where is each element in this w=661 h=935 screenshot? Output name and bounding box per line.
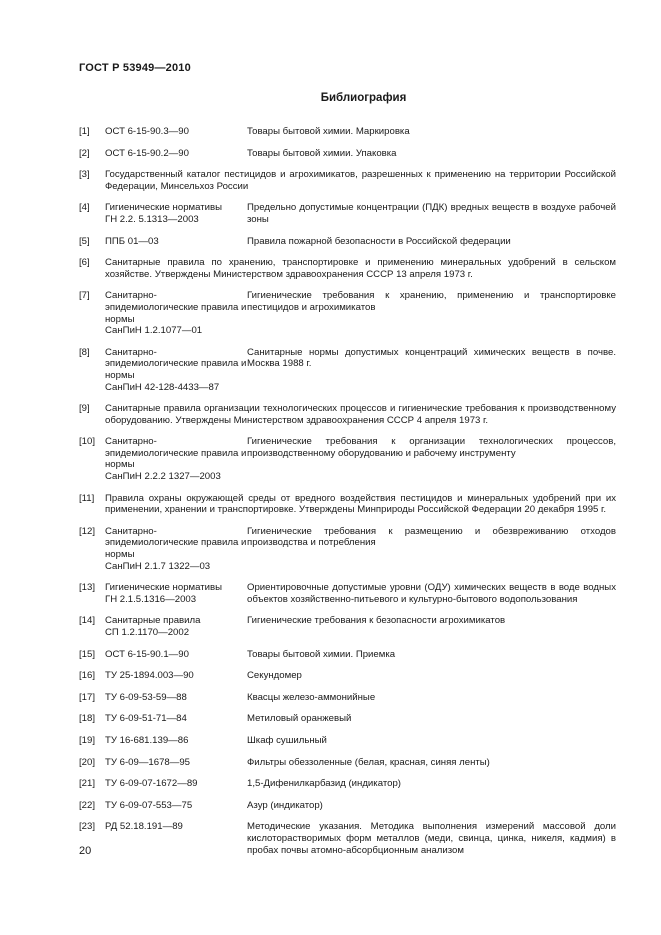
bib-entry: [79, 778, 616, 790]
entry-description: Предельно допустимые концентрации (ПДК) вредных веществ в воздухе рабочей зоны: [247, 202, 616, 225]
bib-entry: [79, 615, 616, 638]
entry-description: Фильтры обеззоленные (белая, красная, синяя ленты): [247, 756, 490, 768]
bib-entry: [79, 257, 616, 280]
page-number: 20: [79, 845, 92, 857]
entry-source: ТУ 6-09-07-1672—89: [105, 778, 198, 790]
entry-source: ТУ 6-09—1678—95: [105, 756, 191, 768]
bib-entry: [79, 493, 616, 516]
entry-source: ТУ 6-09-53-59—88: [105, 691, 187, 703]
entry-number: [20]: [79, 756, 96, 768]
entry-number: [1]: [79, 126, 90, 137]
entry-number: [17]: [79, 691, 96, 703]
entry-number: [11]: [79, 492, 95, 504]
entry-number: [10]: [79, 436, 96, 448]
entry-text: Санитарные правила организации технологических процессов и гигиенические требования к производственному оборудованию. Утверждены Министерством здравоохранения СССР 4 апреля 1973 г.: [105, 403, 616, 426]
entry-source: Гигиенические нормативы ГН 2.1.5.1316—2003: [105, 582, 222, 605]
bib-entry: [79, 169, 616, 192]
entry-description: Гигиенические требования к организации технологических процессов, производственному оборудованию и рабочему инструменту: [247, 436, 616, 459]
entry-description: 1,5-Дифенилкарбазид (индикатор): [247, 778, 401, 790]
entry-source: Санитарно-эпидемиологические правила и нормы СанПиН 2.1.7 1322—03: [105, 525, 247, 572]
entry-number: [18]: [79, 713, 96, 725]
bib-entry: [79, 436, 616, 482]
entry-text: Санитарные правила по хранению, транспортировке и применению минеральных удобрений в сельском хозяйстве. Утверждены Министерством здравоохранения СССР 13 апреля 1973 г.: [105, 257, 616, 280]
entry-source: ТУ 25-1894.003—90: [105, 670, 194, 682]
entry-number: [5]: [79, 235, 90, 247]
entry-description: Правила пожарной безопасности в Российской федерации: [247, 235, 511, 247]
entry-description: Ориентировочные допустимые уровни (ОДУ) химических веществ в воде водных объектов хозяйственно-питьевого и культурно-бытового водопользования: [247, 582, 616, 605]
entry-number: [12]: [79, 525, 96, 537]
bib-entry: [79, 821, 616, 856]
document-header: ГОСТ Р 53949—2010: [79, 62, 191, 74]
entry-number: [21]: [79, 778, 96, 790]
entry-number: [3]: [79, 169, 90, 181]
bib-entry: [79, 713, 616, 725]
entry-number: [22]: [79, 799, 96, 811]
entry-description: Шкаф сушильный: [247, 734, 327, 746]
entry-description: Гигиенические требования к безопасности агрохимикатов: [247, 615, 506, 627]
bib-entry: [79, 290, 616, 336]
entry-text: Государственный каталог пестицидов и агрохимикатов, разрешенных к применению на территории Российской Федерации, Минсельхоз России: [105, 169, 616, 192]
bib-entry: [79, 582, 616, 605]
entry-source: РД 52.18.191—89: [105, 821, 183, 833]
entry-number: [6]: [79, 257, 90, 269]
entry-number: [16]: [79, 670, 96, 682]
entry-source: ОСТ 6-15-90.3—90: [105, 126, 189, 137]
entry-description: Методические указания. Методика выполнения измерений массовой доли кислоторастворимых форм металлов (меди, свинца, цинка, никеля, кадмия) в пробах почвы атомно-абсорбционным анализом: [247, 821, 616, 856]
entry-description: Метиловый оранжевый: [247, 713, 352, 725]
bibliography-title: Библиография: [320, 92, 407, 104]
entry-source: Санитарно-эпидемиологические правила и нормы СанПиН 2.2.2 1327—2003: [105, 436, 247, 483]
entry-number: [15]: [79, 648, 96, 660]
bib-entry: [79, 347, 616, 393]
entry-number: [8]: [79, 346, 90, 358]
entry-description: Секундомер: [247, 670, 302, 682]
bib-entry: [79, 649, 616, 661]
bib-entry: [79, 670, 616, 682]
entry-description: Санитарные нормы допустимых концентраций химических веществ в почве. Москва 1988 г.: [247, 346, 616, 370]
entry-description: Товары бытовой химии. Приемка: [247, 648, 396, 660]
bib-entry: [79, 202, 616, 225]
entry-description: Товары бытовой химии. Маркировка: [247, 126, 410, 137]
entry-description: Квасцы железо-аммонийные: [247, 691, 376, 703]
entry-number: [2]: [79, 147, 90, 159]
bib-entry: [79, 757, 616, 769]
bib-entry: [79, 735, 616, 747]
entry-number: [23]: [79, 821, 96, 833]
entry-number: [9]: [79, 403, 90, 415]
bib-entry: [79, 148, 616, 160]
entry-source: ТУ 6-09-07-553—75: [105, 799, 193, 811]
bib-entry: [79, 800, 616, 812]
entry-source: Гигиенические нормативы ГН 2.2. 5.1313—2003: [105, 202, 222, 225]
entry-number: [4]: [79, 202, 90, 214]
entry-source: ТУ 6-09-51-71—84: [105, 713, 187, 725]
entry-description: Гигиенические требования к размещению и обезвреживанию отходов производства и потребления: [247, 525, 616, 549]
entry-source: ППБ 01—03: [105, 235, 159, 247]
entry-source: Санитарные правила СП 1.2.1170—2002: [105, 615, 201, 638]
entry-number: [7]: [79, 290, 90, 302]
entry-description: Гигиенические требования к хранению, применению и транспортировке пестицидов и агрохимикатов: [247, 290, 616, 313]
entry-number: [14]: [79, 615, 96, 627]
entry-source: ОСТ 6-15-90.1—90: [105, 648, 189, 660]
entry-source: ОСТ 6-15-90.2—90: [105, 147, 189, 159]
bib-entry: [79, 526, 616, 572]
entry-number: [19]: [79, 734, 96, 746]
entry-description: Товары бытовой химии. Упаковка: [247, 147, 397, 159]
entry-description: Азур (индикатор): [247, 799, 323, 811]
bib-entry: [79, 403, 616, 426]
entry-source: Санитарно-эпидемиологические правила и нормы СанПиН 1.2.1077—01: [105, 290, 247, 337]
entry-source: ТУ 16-681.139—86: [105, 734, 189, 746]
bib-entry: [79, 236, 616, 248]
bibliography-list: [79, 122, 616, 856]
entry-text: Правила охраны окружающей среды от вредного воздействия пестицидов и минеральных удобрений при их применении, хранении и транспортировке. Утверждены Минприроды Российской Федерации 20 декабря 1995 г.: [105, 492, 616, 516]
bib-entry: [79, 126, 616, 138]
entry-source: Санитарно-эпидемиологические правила и нормы СанПиН 42-128-4433—87: [105, 346, 247, 393]
bib-entry: [79, 692, 616, 704]
entry-number: [13]: [79, 582, 96, 594]
